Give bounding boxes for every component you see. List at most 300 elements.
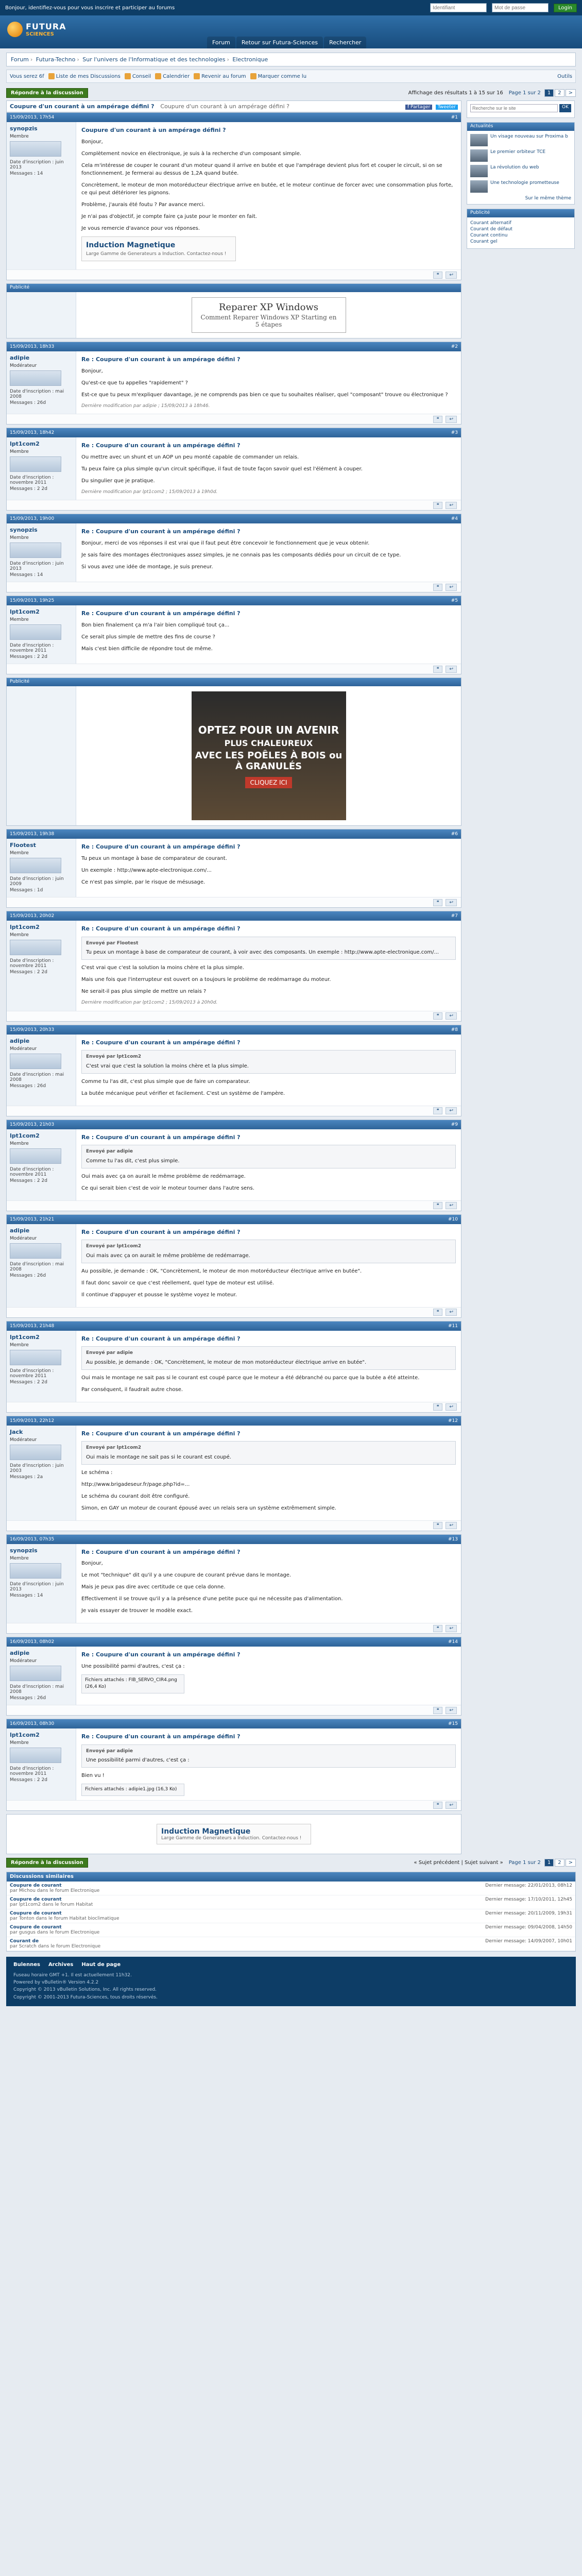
user-rank: Modérateur <box>10 1437 37 1443</box>
post-date: 15/09/2013, 21h21 <box>10 1216 55 1222</box>
check-icon <box>250 73 256 79</box>
post-paragraph: Est-ce que tu peux m'expliquer davantage, je ne comprends pas bien ce que tu souhaites réaliser, quel "composant" trouve ou électronique ? <box>81 392 448 398</box>
user-info: Messages : 2 2d <box>10 1178 47 1183</box>
ad-cta[interactable]: CLIQUEZ ICI <box>245 777 293 788</box>
quote-button[interactable]: ❝ <box>433 416 443 423</box>
post-paragraph: Il continue d'appuyer et pousse le système voyez le moteur. <box>81 1292 237 1298</box>
ad-banner-dark[interactable]: OPTEZ POUR UN AVENIR PLUS CHALEUREUX AVEC LES POÊLES À BOIS ou À GRANULÉS CLIQUEZ ICI <box>192 691 346 820</box>
user-info: Messages : 2 2d <box>10 486 47 492</box>
post-header <box>7 1215 461 1224</box>
quote-block <box>81 1744 456 1768</box>
post-paragraph: Complètement novice en électronique, je suis à la recherche d'un composant simple. <box>81 150 302 157</box>
main-nav <box>207 37 366 48</box>
reply-post-button[interactable]: ↩ <box>446 1707 457 1714</box>
username[interactable]: synopzis <box>10 125 38 132</box>
post-number[interactable]: #9 <box>451 1122 458 1127</box>
news-item[interactable]: Un visage nouveau sur Proxima b <box>470 134 571 146</box>
breadcrumb-item[interactable]: Forum <box>11 56 29 63</box>
user-info: Messages : 26d <box>10 1696 46 1701</box>
quote-button[interactable]: ❝ <box>433 1522 443 1529</box>
post-paragraph: Cela m'intéresse de couper le courant d'un moteur quand il arrive en butée et que l'ampérage devient plus fort et couper le circuit, si on se fonctionnement. Je fermerai au dessus de 1,2A quand butée. <box>81 162 442 176</box>
username[interactable]: synopzis <box>10 527 38 533</box>
reply-post-button[interactable]: ↩ <box>446 899 457 906</box>
rank-badge <box>10 1350 61 1365</box>
user-info: Date d'inscription : mai 2008 <box>10 389 64 399</box>
post <box>6 596 461 674</box>
breadcrumb-item[interactable]: Futura-Techno <box>36 56 76 63</box>
post-paragraph: Qu'est-ce que tu appelles "rapidement" ? <box>81 380 188 386</box>
post <box>6 911 461 1022</box>
twitter-share-button[interactable]: Tweeter <box>436 105 458 110</box>
rank-badge <box>10 456 61 472</box>
inline-ad[interactable]: Induction Magnetique Large Gamme de Generateurs a Induction. Contactez-nous ! <box>81 236 236 262</box>
post-number[interactable]: #11 <box>448 1323 458 1329</box>
post-number[interactable]: #7 <box>451 913 458 919</box>
post-user <box>7 921 76 1011</box>
post-header <box>7 113 461 122</box>
similar-row[interactable]: Coupure de courant par gusgus dans le forum Electronique Dernier message: 09/04/2008, 14h50 <box>7 1923 575 1937</box>
sidebar <box>467 100 575 253</box>
user-info: Messages : 2 2d <box>10 970 47 975</box>
quote-button[interactable]: ❝ <box>433 1202 443 1209</box>
login-button[interactable]: Login <box>554 4 577 12</box>
username[interactable]: adipie <box>10 1650 30 1656</box>
user-info: Messages : 14 <box>10 572 43 578</box>
quote-button[interactable]: ❝ <box>433 1625 443 1632</box>
edit-note: Dernière modification par lpt1com2 ; 15/09/2013 à 19h0d. <box>81 489 218 495</box>
post-footer <box>7 1402 461 1412</box>
calendar-icon <box>155 73 161 79</box>
user-info: Messages : 26d <box>10 1273 46 1278</box>
username-input[interactable] <box>430 3 487 12</box>
toolbar-link[interactable]: Conseil <box>125 73 151 79</box>
post-number[interactable]: #15 <box>448 1721 458 1726</box>
rank-badge <box>10 1054 61 1069</box>
post-content <box>76 1224 461 1307</box>
post <box>6 514 461 592</box>
edit-note: Dernière modification par lpt1com2 ; 15/09/2013 à 20h0d. <box>81 1000 218 1005</box>
forum-toolbar <box>6 70 576 83</box>
post-title: Re : Coupure d'un courant à un ampérage défini ? <box>81 610 241 617</box>
post-footer <box>7 1623 461 1633</box>
post-date: 16/09/2013, 08h02 <box>10 1639 55 1645</box>
post-user <box>7 1728 76 1800</box>
attachment[interactable]: Fichiers attachés : adipie1.jpg (16,3 Ko) <box>81 1784 184 1796</box>
post-user <box>7 437 76 500</box>
post-paragraph: Au possible, je demande : OK, "Concrètement, le moteur de mon motoréducteur électrique arrive en butée". <box>81 1268 362 1274</box>
home-icon <box>194 73 200 79</box>
nav-rechercher[interactable]: Rechercher <box>324 37 366 48</box>
thread-nav[interactable]: « Sujet précédent | Sujet suivant » <box>414 1860 503 1866</box>
reply-post-button[interactable]: ↩ <box>446 1202 457 1209</box>
footer-link[interactable]: Archives <box>48 1961 74 1968</box>
page-2[interactable]: 2 <box>555 89 564 97</box>
post-number[interactable]: #14 <box>448 1639 458 1645</box>
username[interactable]: lpt1com2 <box>10 924 40 930</box>
post-content <box>76 523 461 582</box>
post-title: Re : Coupure d'un courant à un ampérage défini ? <box>81 1335 241 1342</box>
sidebar-search <box>467 100 575 118</box>
post-paragraph: Bonjour, <box>81 139 103 145</box>
main-column <box>6 100 461 1857</box>
lightbulb-icon <box>125 73 131 79</box>
user-info: Date d'inscription : novembre 2011 <box>10 475 54 485</box>
post-paragraph: Effectivement il se trouve qu'il y a la présence d'une petite puce qui ne nécessite pas d'alimentation. <box>81 1596 343 1602</box>
post-paragraph: Oui mais avec ça on aurait le même problème de redémarrage. <box>81 1173 246 1179</box>
quote-button[interactable]: ❝ <box>433 272 443 279</box>
reply-post-button[interactable]: ↩ <box>446 1522 457 1529</box>
quote-button[interactable]: ❝ <box>433 1012 443 1020</box>
ad-sidebar <box>7 292 76 338</box>
post-header <box>7 1025 461 1035</box>
reply-post-button[interactable]: ↩ <box>446 666 457 673</box>
post-number[interactable]: #13 <box>448 1536 458 1542</box>
post-date: 15/09/2013, 21h48 <box>10 1323 55 1329</box>
action-row-bottom <box>6 1857 576 1869</box>
thread-title-bar <box>6 100 461 112</box>
post-content <box>76 839 461 897</box>
post-paragraph: Le schéma : <box>81 1469 113 1476</box>
post-content <box>76 1647 461 1705</box>
rank-badge <box>10 1148 61 1164</box>
post-content <box>76 1426 461 1520</box>
post-title: Re : Coupure d'un courant à un ampérage défini ? <box>81 1733 241 1740</box>
ad-block-1 <box>6 283 461 338</box>
toolbar-tools[interactable]: Outils <box>557 73 572 79</box>
post-date: 15/09/2013, 18h42 <box>10 430 55 435</box>
results-display: Affichage des résultats 1 à 15 sur 16 <box>408 90 503 96</box>
post-user <box>7 523 76 582</box>
post <box>6 1120 461 1211</box>
rank-badge <box>10 940 61 955</box>
breadcrumb-item[interactable]: Electronique <box>232 56 268 63</box>
thread-title: Coupure d'un courant à un ampérage défini ? <box>10 103 155 110</box>
quote-button[interactable]: ❝ <box>433 584 443 591</box>
username[interactable]: adipie <box>10 1037 30 1044</box>
similar-head: Discussions similaires <box>7 1872 575 1882</box>
post-date: 16/09/2013, 08h30 <box>10 1721 55 1726</box>
post-paragraph: Bien vu ! <box>81 1773 105 1778</box>
post-footer <box>7 897 461 907</box>
nav-forum[interactable]: Forum <box>207 37 235 48</box>
user-rank: Modérateur <box>10 363 37 368</box>
post-user <box>7 351 76 414</box>
sidebar-list-item[interactable]: Courant gel <box>470 239 498 244</box>
post-paragraph: Bon bien finalement ça m'a l'air bien compliqué tout ça... <box>81 622 230 628</box>
edit-note: Dernière modification par adipie ; 15/09/2013 à 18h46. <box>81 403 210 409</box>
post-paragraph: Mais une fois que l'interrupteur est ouvert on a toujours le problème de redémarrage du moteur. <box>81 977 331 982</box>
post-paragraph: Si vous avez une idée de montage, je suis preneur. <box>81 564 213 570</box>
reply-post-button[interactable]: ↩ <box>446 1012 457 1020</box>
post-content <box>76 605 461 664</box>
user-info: Date d'inscription : juin 2013 <box>10 561 64 571</box>
quote-button[interactable]: ❝ <box>433 899 443 906</box>
quote-button[interactable]: ❝ <box>433 1707 443 1714</box>
facebook-share-button[interactable]: f Partager <box>405 105 432 110</box>
post <box>6 1534 461 1634</box>
post-header <box>7 342 461 351</box>
page-content <box>0 48 582 2010</box>
post-header <box>7 428 461 437</box>
rank-badge <box>10 1748 61 1763</box>
similar-row[interactable]: Coupure de courant par Tonton dans le forum Habitat bioclimatique Dernier message: 20/11/2009, 19h31 <box>7 1909 575 1923</box>
quote-text: Au possible, je demande : OK, "Concrètement, le moteur de mon motoréducteur électrique arrive en butée". <box>86 1359 367 1365</box>
user-rank: Modérateur <box>10 1658 37 1664</box>
toolbar-link[interactable]: Revenir au forum <box>194 73 246 79</box>
reply-post-button[interactable]: ↩ <box>446 1625 457 1632</box>
sidebar-list-item[interactable]: Courant continu <box>470 233 508 238</box>
user-rank: Modérateur <box>10 1046 37 1052</box>
post-header <box>7 1321 461 1331</box>
username[interactable]: Flootest <box>10 842 36 849</box>
user-info: Date d'inscription : juin 2009 <box>10 876 64 887</box>
toolbar-link[interactable]: Calendrier <box>155 73 190 79</box>
post-content <box>76 437 461 500</box>
post-paragraph: Problème, j'aurais été foutu ? Par avance merci. <box>81 201 205 208</box>
post <box>6 1025 461 1116</box>
user-rank: Membre <box>10 134 29 139</box>
footer-meta: Copyright © 2013 vBulletin Solutions, Inc. All rights reserved. <box>13 1987 157 1993</box>
user-info: Date d'inscription : mai 2008 <box>10 1684 64 1694</box>
username[interactable]: Jack <box>10 1428 23 1435</box>
quote-text: C'est vrai que c'est la solution la moins chère et la plus simple. <box>86 1063 249 1069</box>
reply-post-button[interactable]: ↩ <box>446 1309 457 1316</box>
post-title: Re : Coupure d'un courant à un ampérage défini ? <box>81 925 241 932</box>
quote-button[interactable]: ❝ <box>433 502 443 509</box>
sidebar-news <box>467 122 575 205</box>
quote-button[interactable]: ❝ <box>433 1802 443 1809</box>
reply-post-button[interactable]: ↩ <box>446 584 457 591</box>
reply-post-button[interactable]: ↩ <box>446 1403 457 1411</box>
post-footer <box>7 1520 461 1531</box>
page-2[interactable]: 2 <box>555 1859 564 1867</box>
user-rank: Membre <box>10 617 29 622</box>
post-paragraph: Je vais essayer de trouver le modèle exact. <box>81 1608 193 1614</box>
footer-link[interactable]: Bulennes <box>13 1961 40 1968</box>
news-item[interactable]: La révolution du web <box>470 165 571 177</box>
page-next[interactable]: > <box>566 1859 576 1867</box>
sidebar-list-item[interactable]: Courant alternatif <box>470 221 511 226</box>
post-date: 15/09/2013, 18h33 <box>10 344 55 349</box>
similar-row[interactable]: Coupure de courant par lpt1com2 dans le forum Habitat Dernier message: 17/10/2011, 12h45 <box>7 1895 575 1909</box>
user-info: Date d'inscription : novembre 2011 <box>10 643 54 653</box>
news-item[interactable]: Le premier orbiteur TCE <box>470 149 571 162</box>
news-thumb <box>470 134 488 146</box>
quote-author: Envoyé par adipie <box>86 1748 133 1754</box>
post-content <box>76 921 461 1011</box>
user-info: Date d'inscription : juin 2013 <box>10 1581 64 1592</box>
post-content <box>76 1035 461 1106</box>
reply-post-button[interactable]: ↩ <box>446 1107 457 1114</box>
post-user <box>7 839 76 897</box>
post-title: Re : Coupure d'un courant à un ampérage défini ? <box>81 1548 241 1555</box>
quote-button[interactable]: ❝ <box>433 666 443 673</box>
user-rank: Membre <box>10 535 29 540</box>
user-info: Messages : 2 2d <box>10 1777 47 1783</box>
top-bar <box>0 0 582 15</box>
pagination <box>506 89 576 97</box>
post-footer <box>7 1800 461 1810</box>
toolbar-link[interactable]: Liste de mes Discussions <box>48 73 121 79</box>
post-number[interactable]: #3 <box>451 430 458 435</box>
quote-button[interactable]: ❝ <box>433 1107 443 1114</box>
username[interactable]: lpt1com2 <box>10 1732 40 1738</box>
ad-label: Publicité <box>7 284 461 292</box>
post-footer <box>7 1106 461 1116</box>
user-info: Date d'inscription : juin 2003 <box>10 1463 64 1473</box>
post-number[interactable]: #2 <box>451 344 458 349</box>
sidebar-search-input[interactable] <box>470 104 558 112</box>
post-number[interactable]: #1 <box>451 115 458 120</box>
username[interactable]: lpt1com2 <box>10 1132 40 1139</box>
post-number[interactable]: #4 <box>451 516 458 521</box>
post-header <box>7 1535 461 1544</box>
more-news-link[interactable]: Sur le même thème <box>525 196 571 201</box>
user-info: Messages : 26d <box>10 1083 46 1089</box>
post-header <box>7 514 461 523</box>
username[interactable]: synopzis <box>10 1547 38 1554</box>
quote-button[interactable]: ❝ <box>433 1309 443 1316</box>
post-paragraph: Par conséquent, il faudrait autre chose. <box>81 1386 183 1393</box>
username[interactable]: lpt1com2 <box>10 440 40 447</box>
post-paragraph: Tu peux faire ça plus simple qu'un circuit spécifique, il faut de toute façon savoir quel est l'élément à couper. <box>81 466 363 472</box>
toolbar-left: Vous serez 6f <box>10 73 44 79</box>
post-date: 15/09/2013, 20h33 <box>10 1027 55 1032</box>
post-number[interactable]: #6 <box>451 832 458 837</box>
post-footer <box>7 582 461 592</box>
user-info: Date d'inscription : mai 2008 <box>10 1072 64 1082</box>
post-header <box>7 1416 461 1426</box>
username[interactable]: lpt1com2 <box>10 608 40 615</box>
logo-sub: SCIENCES <box>26 31 54 37</box>
post-paragraph: Ne serait-il pas plus simple de mettre un relais ? <box>81 989 207 994</box>
ad-banner[interactable]: Reparer XP Windows Comment Reparer Windows XP Starting en 5 étapes <box>192 297 346 333</box>
page-1[interactable]: 1 <box>544 89 554 97</box>
user-info: Messages : 2 2d <box>10 654 47 659</box>
rank-badge <box>10 543 61 558</box>
user-rank: Membre <box>10 1342 29 1348</box>
quote-text: Oui mais avec ça on aurait le même problème de redémarrage. <box>86 1252 250 1259</box>
reply-button[interactable]: Répondre à la discussion <box>6 88 88 98</box>
post-user <box>7 1224 76 1307</box>
rank-badge <box>10 1243 61 1259</box>
site-logo[interactable] <box>7 20 90 39</box>
post-number[interactable]: #10 <box>448 1216 458 1222</box>
ad-block-2 <box>6 677 461 826</box>
footer-link[interactable]: Haut de page <box>81 1961 121 1968</box>
post-content <box>76 122 461 269</box>
post-paragraph: Je vous remercie d'avance pour vos réponses. <box>81 225 200 231</box>
ad-sidebar <box>7 686 76 825</box>
footer-meta: Powered by vBulletin® Version 4.2.2 <box>13 1979 99 1985</box>
reply-button-bottom[interactable]: Répondre à la discussion <box>6 1858 88 1868</box>
user-info: Messages : 26d <box>10 400 46 405</box>
post <box>6 1719 461 1811</box>
user-info: Messages : 2 2d <box>10 1379 47 1385</box>
reply-post-button[interactable]: ↩ <box>446 1802 457 1809</box>
user-info: Date d'inscription : mai 2008 <box>10 1261 64 1272</box>
news-item[interactable]: Une technologie prometteuse <box>470 180 571 193</box>
post-content <box>76 1129 461 1200</box>
post-title: Re : Coupure d'un courant à un ampérage défini ? <box>81 1651 241 1658</box>
sidebar-search-button[interactable]: OK <box>559 104 571 112</box>
post-header <box>7 596 461 605</box>
user-rank: Membre <box>10 1141 29 1146</box>
post-title: Re : Coupure d'un courant à un ampérage défini ? <box>81 1228 241 1235</box>
post-number[interactable]: #8 <box>451 1027 458 1032</box>
quote-author: Envoyé par Flootest <box>86 940 139 946</box>
post-footer <box>7 269 461 280</box>
post-paragraph: Le mot "technique" dit qu'il y a une coupure de courant prévue dans le montage. <box>81 1572 292 1578</box>
sidebar-list-item[interactable]: Courant de défaut <box>470 227 513 232</box>
rank-badge <box>10 141 61 157</box>
similar-row[interactable]: Coupure de courant par Michou dans le forum Electronique Dernier message: 22/01/2013, 08h12 <box>7 1882 575 1895</box>
username[interactable]: lpt1com2 <box>10 1333 40 1341</box>
post-header <box>7 911 461 921</box>
post-paragraph: Mais c'est bien difficile de répondre tout de même. <box>81 646 213 652</box>
reply-post-button[interactable]: ↩ <box>446 416 457 423</box>
quote-author: Envoyé par lpt1com2 <box>86 1244 142 1249</box>
post-paragraph: Du singulier que je pratique. <box>81 478 155 484</box>
attachment[interactable]: Fichiers attachés : FIB_SERVO_CIR4.png (26,4 Ko) <box>81 1674 184 1693</box>
post-paragraph: Ce n'est pas simple, par le risque de mésusage. <box>81 879 206 885</box>
post-title: Re : Coupure d'un courant à un ampérage défini ? <box>81 1039 241 1046</box>
post <box>6 342 461 425</box>
reply-post-button[interactable]: ↩ <box>446 272 457 279</box>
username[interactable]: adipie <box>10 354 30 361</box>
post-number[interactable]: #12 <box>448 1418 458 1423</box>
quote-button[interactable]: ❝ <box>433 1403 443 1411</box>
post-paragraph: Le schéma du courant doit être configuré. <box>81 1493 190 1499</box>
post-title: Re : Coupure d'un courant à un ampérage défini ? <box>81 1133 241 1141</box>
reply-post-button[interactable]: ↩ <box>446 502 457 509</box>
post-user <box>7 1647 76 1705</box>
quote-author: Envoyé par lpt1com2 <box>86 1445 142 1450</box>
post-number[interactable]: #5 <box>451 598 458 603</box>
breadcrumb: Forum › Futura-Techno › Sur l'univers de l'Informatique et des technologies › Electronique <box>11 56 268 63</box>
ad-label: Publicité <box>7 678 461 686</box>
breadcrumb-item[interactable]: Sur l'univers de l'Informatique et des technologies <box>82 56 226 63</box>
user-rank: Membre <box>10 449 29 454</box>
post-header <box>7 1637 461 1647</box>
rank-badge <box>10 858 61 873</box>
toolbar-link[interactable]: Marquer comme lu <box>250 73 306 79</box>
post-user <box>7 1035 76 1106</box>
footer-meta: Copyright © 2001-2013 Futura-Sciences, tous droits réservés. <box>13 1994 158 2000</box>
page-1[interactable]: 1 <box>544 1859 554 1867</box>
post-header <box>7 1719 461 1728</box>
user-info: Messages : 1d <box>10 888 43 893</box>
page-next[interactable]: > <box>566 89 576 97</box>
quote-author: Envoyé par adipie <box>86 1350 133 1355</box>
post <box>6 1214 461 1318</box>
similar-row[interactable]: Courant de par Scratch dans le forum Electronique Dernier message: 14/09/2007, 10h01 <box>7 1937 575 1951</box>
post-paragraph: Je sais faire des montages électroniques assez simples, je ne connais pas les composants dédiés pour un circuit de ce type. <box>81 552 401 558</box>
post-user <box>7 1129 76 1200</box>
bottom-ad-banner[interactable]: Induction Magnetique Large Gamme de Generateurs a Induction. Contactez-nous ! <box>157 1824 311 1844</box>
nav-retour[interactable]: Retour sur Futura-Sciences <box>236 37 323 48</box>
post <box>6 112 461 280</box>
post-header <box>7 829 461 839</box>
quote-block <box>81 1346 456 1370</box>
post-paragraph: Ce serait plus simple de mettre des fins de course ? <box>81 634 215 640</box>
rank-badge <box>10 1445 61 1460</box>
password-input[interactable] <box>492 3 549 12</box>
username[interactable]: adipie <box>10 1227 30 1234</box>
post-paragraph: Un exemple : http://www.apte-electronique.com/... <box>81 867 212 873</box>
similar-threads <box>6 1872 576 1952</box>
post-footer <box>7 664 461 674</box>
